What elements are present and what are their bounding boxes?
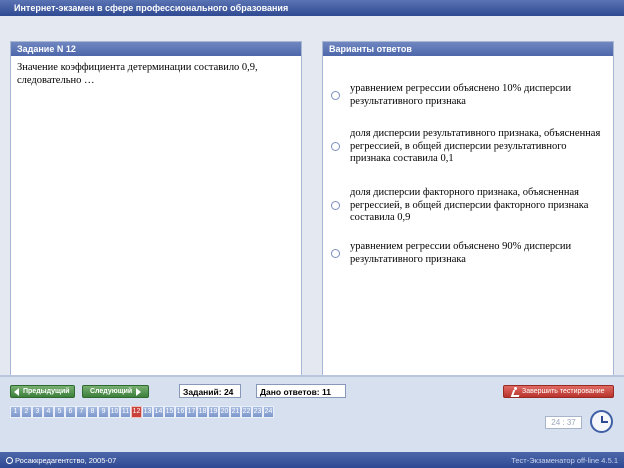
window-title: Интернет-экзамен в сфере профессионального образования bbox=[0, 0, 624, 16]
clock-icon bbox=[590, 410, 613, 433]
runner-icon bbox=[511, 387, 519, 396]
question-number-button[interactable]: 18 bbox=[197, 406, 208, 418]
answer-option-2[interactable] bbox=[331, 128, 601, 166]
question-number-button[interactable]: 3 bbox=[32, 406, 43, 418]
question-number-button[interactable]: 1 bbox=[10, 406, 21, 418]
tasks-counter: Заданий: 24 bbox=[179, 384, 241, 398]
question-number-button[interactable]: 2 bbox=[21, 406, 32, 418]
answer-option-text: уравнением регрессии объяснено 90% дисперсии результативного признака bbox=[350, 241, 572, 265]
answers-counter: Дано ответов: 11 bbox=[256, 384, 346, 398]
prev-button[interactable] bbox=[10, 385, 75, 398]
answer-option-text: уравнением регрессии объяснено 10% дисперсии результативного признака bbox=[350, 83, 572, 107]
question-number-button[interactable]: 4 bbox=[43, 406, 54, 418]
content-area bbox=[0, 16, 624, 376]
copyright-text: Росаккредагентство, 2005-07 bbox=[15, 456, 117, 465]
question-number-button[interactable]: 22 bbox=[241, 406, 252, 418]
question-number-button[interactable]: 6 bbox=[65, 406, 76, 418]
prev-button-label: Предыдущий bbox=[23, 388, 70, 395]
question-text: Значение коэффициента детерминации составило 0,9, следовательно … bbox=[17, 62, 258, 86]
answer-option-1[interactable] bbox=[331, 83, 601, 108]
question-number-button[interactable]: 14 bbox=[153, 406, 164, 418]
bottom-toolbar bbox=[0, 377, 624, 452]
timer-display: 24 : 37 bbox=[545, 416, 582, 429]
question-number-button[interactable]: 12 bbox=[131, 406, 142, 418]
answer-option-text: доля дисперсии факторного признака, объясненная регрессией, в общей дисперсии факторного признака составила 0,9 bbox=[350, 187, 589, 223]
finish-button-label: Завершить тестирование bbox=[522, 388, 605, 395]
arrow-left-icon bbox=[14, 388, 19, 396]
answers-title: Варианты ответов bbox=[323, 42, 613, 56]
question-number-button[interactable]: 7 bbox=[76, 406, 87, 418]
question-number-button[interactable]: 24 bbox=[263, 406, 274, 418]
app-version: Тест-Экзаменатор off-line 4.5.1 bbox=[511, 456, 618, 465]
arrow-right-icon bbox=[136, 388, 141, 396]
next-button-label: Следующий bbox=[90, 388, 133, 395]
answer-option-3[interactable] bbox=[331, 187, 601, 225]
question-number-button[interactable]: 15 bbox=[164, 406, 175, 418]
answers-panel bbox=[322, 41, 614, 382]
answer-option-4[interactable] bbox=[331, 241, 601, 266]
radio-button[interactable] bbox=[331, 142, 340, 151]
answer-option-text: доля дисперсии результативного признака, объясненная регрессией, в общей дисперсии результативного признака составила 0,1 bbox=[350, 128, 601, 164]
next-button[interactable] bbox=[82, 385, 149, 398]
question-number-button[interactable]: 20 bbox=[219, 406, 230, 418]
radio-button[interactable] bbox=[331, 201, 340, 210]
copyright-icon bbox=[6, 457, 13, 464]
radio-button[interactable] bbox=[331, 91, 340, 100]
task-panel bbox=[10, 41, 302, 382]
question-number-button[interactable]: 8 bbox=[87, 406, 98, 418]
question-number-button[interactable]: 21 bbox=[230, 406, 241, 418]
question-number-button[interactable]: 5 bbox=[54, 406, 65, 418]
question-number-button[interactable]: 9 bbox=[98, 406, 109, 418]
question-number-button[interactable]: 23 bbox=[252, 406, 263, 418]
question-number-button[interactable]: 11 bbox=[120, 406, 131, 418]
radio-button[interactable] bbox=[331, 249, 340, 258]
question-number-button[interactable]: 13 bbox=[142, 406, 153, 418]
task-title: Задание N 12 bbox=[11, 42, 301, 56]
question-number-button[interactable]: 19 bbox=[208, 406, 219, 418]
status-bar bbox=[0, 452, 624, 468]
status-left bbox=[6, 456, 116, 465]
finish-test-button[interactable] bbox=[503, 385, 614, 398]
question-number-button[interactable]: 10 bbox=[109, 406, 120, 418]
question-number-button[interactable]: 17 bbox=[186, 406, 197, 418]
question-number-button[interactable]: 16 bbox=[175, 406, 186, 418]
question-number-bar bbox=[10, 406, 274, 418]
